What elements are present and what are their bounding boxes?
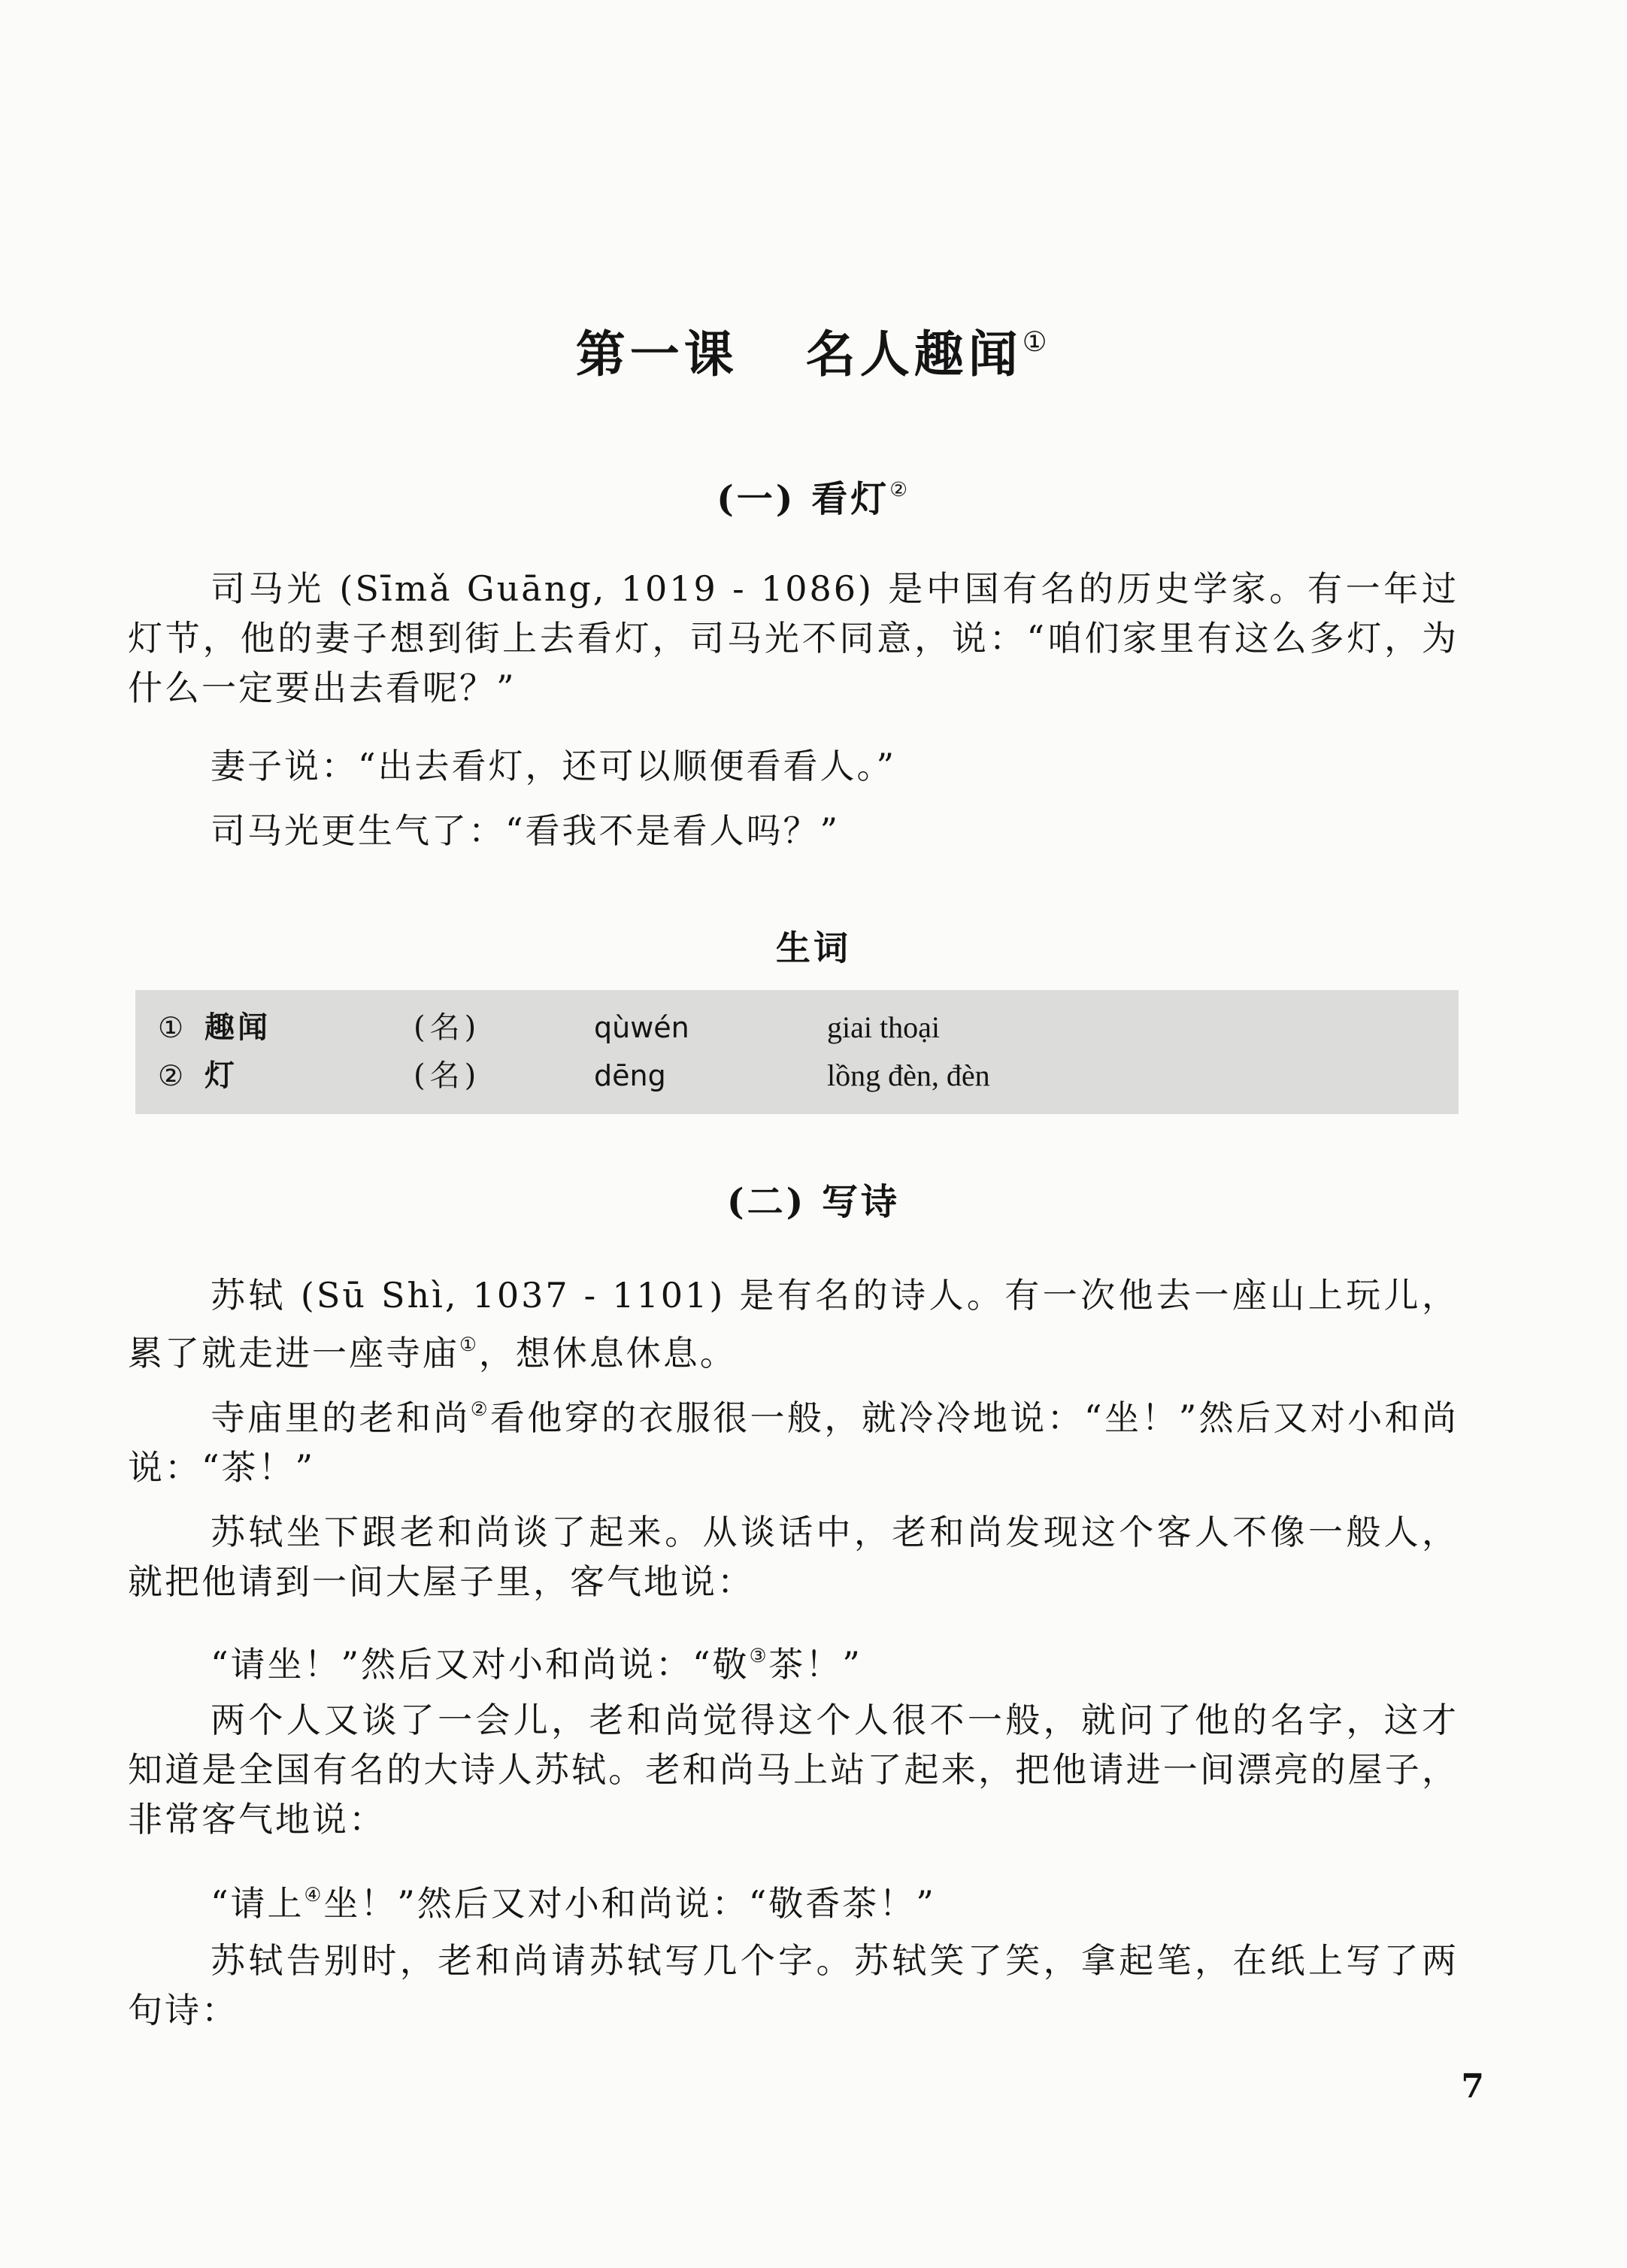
vocabulary-box xyxy=(135,990,1459,1114)
paragraph xyxy=(128,1870,1459,1928)
paragraph xyxy=(128,1385,1459,1492)
lesson-name: 名人趣闻 xyxy=(805,325,1023,383)
footnote-marker: ② xyxy=(889,478,910,502)
vocabulary-number: ① xyxy=(158,1011,184,1044)
section-title-xie-shi: (二) 写诗 xyxy=(726,1181,901,1223)
footnote-marker: ④ xyxy=(304,1884,324,1906)
paragraph-text: “请上 xyxy=(211,1882,304,1924)
vocabulary-part-of-speech: (名) xyxy=(414,1058,481,1093)
vocabulary-pinyin: qùwén xyxy=(594,1011,689,1044)
paragraph: 苏轼坐下跟老和尚谈了起来。从谈话中，老和尚发现这个客人不像一般人，就把他请到一间大屋子里，客气地说： xyxy=(128,1512,1459,1602)
paragraph-text: 苏轼 (Sū Shì, 1037 - 1101) 是有名的诗人。有一次他去一座山上玩儿，累了就走进一座寺庙 xyxy=(128,1275,1459,1373)
section-title-text: (一) 看灯 xyxy=(717,478,890,520)
section-title-kan-deng xyxy=(0,470,1627,522)
vocabulary-part-of-speech: (名) xyxy=(414,1010,481,1045)
paragraph xyxy=(128,1270,1459,1378)
paragraph xyxy=(128,1631,1459,1689)
lesson-title xyxy=(0,314,1627,386)
paragraph: 两个人又谈了一会儿，老和尚觉得这个人很不一般，就问了他的名字，这才知道是全国有名的大诗人苏轼。老和尚马上站了起来，把他请进一间漂亮的屋子，非常客气地说： xyxy=(128,1700,1459,1840)
paragraph: 苏轼告别时，老和尚请苏轼写几个字。苏轼笑了笑，拿起笔，在纸上写了两句诗： xyxy=(128,1940,1459,2030)
footnote-marker: ② xyxy=(470,1398,490,1420)
paragraph-text: ，想休息休息。 xyxy=(478,1332,737,1373)
footnote-marker: ① xyxy=(459,1334,479,1355)
footnote-marker: ③ xyxy=(749,1645,769,1667)
footnote-marker: ① xyxy=(1022,325,1052,358)
paragraph: 司马光 (Sīmǎ Guāng, 1019 - 1086) 是中国有名的历史学家。有一年过灯节，他的妻子想到街上去看灯，司马光不同意，说：“咱们家里有这么多灯，为什么一定要出去看呢？” xyxy=(128,568,1459,708)
paragraph-text: 坐！”然后又对小和尚说：“敬香茶！” xyxy=(323,1882,936,1924)
paragraph: 妻子说：“出去看灯，还可以顺便看看人。” xyxy=(211,746,897,786)
lesson-number: 第一课 xyxy=(575,325,738,383)
vocabulary-number: ② xyxy=(158,1059,184,1092)
paragraph: 司马光更生气了：“看我不是看人吗？” xyxy=(211,810,841,851)
paragraph-text: 寺庙里的老和尚 xyxy=(211,1397,471,1438)
vocabulary-heading: 生词 xyxy=(776,928,851,968)
vocabulary-meaning: giai thoại xyxy=(827,1010,940,1044)
vocabulary-pinyin: dēng xyxy=(594,1059,666,1092)
paragraph-text: 茶！” xyxy=(768,1643,862,1685)
vocabulary-word: 灯 xyxy=(205,1058,238,1093)
vocabulary-word: 趣闻 xyxy=(205,1010,271,1045)
paragraph-text: “请坐！”然后又对小和尚说：“敬 xyxy=(211,1643,750,1685)
paragraph-text: 看他穿的衣服很一般，就冷冷地说：“坐！”然后又对小和尚说：“茶！” xyxy=(128,1397,1459,1488)
vocabulary-meaning: lồng đèn, đèn xyxy=(827,1058,990,1092)
page-number: 7 xyxy=(1461,2067,1484,2106)
